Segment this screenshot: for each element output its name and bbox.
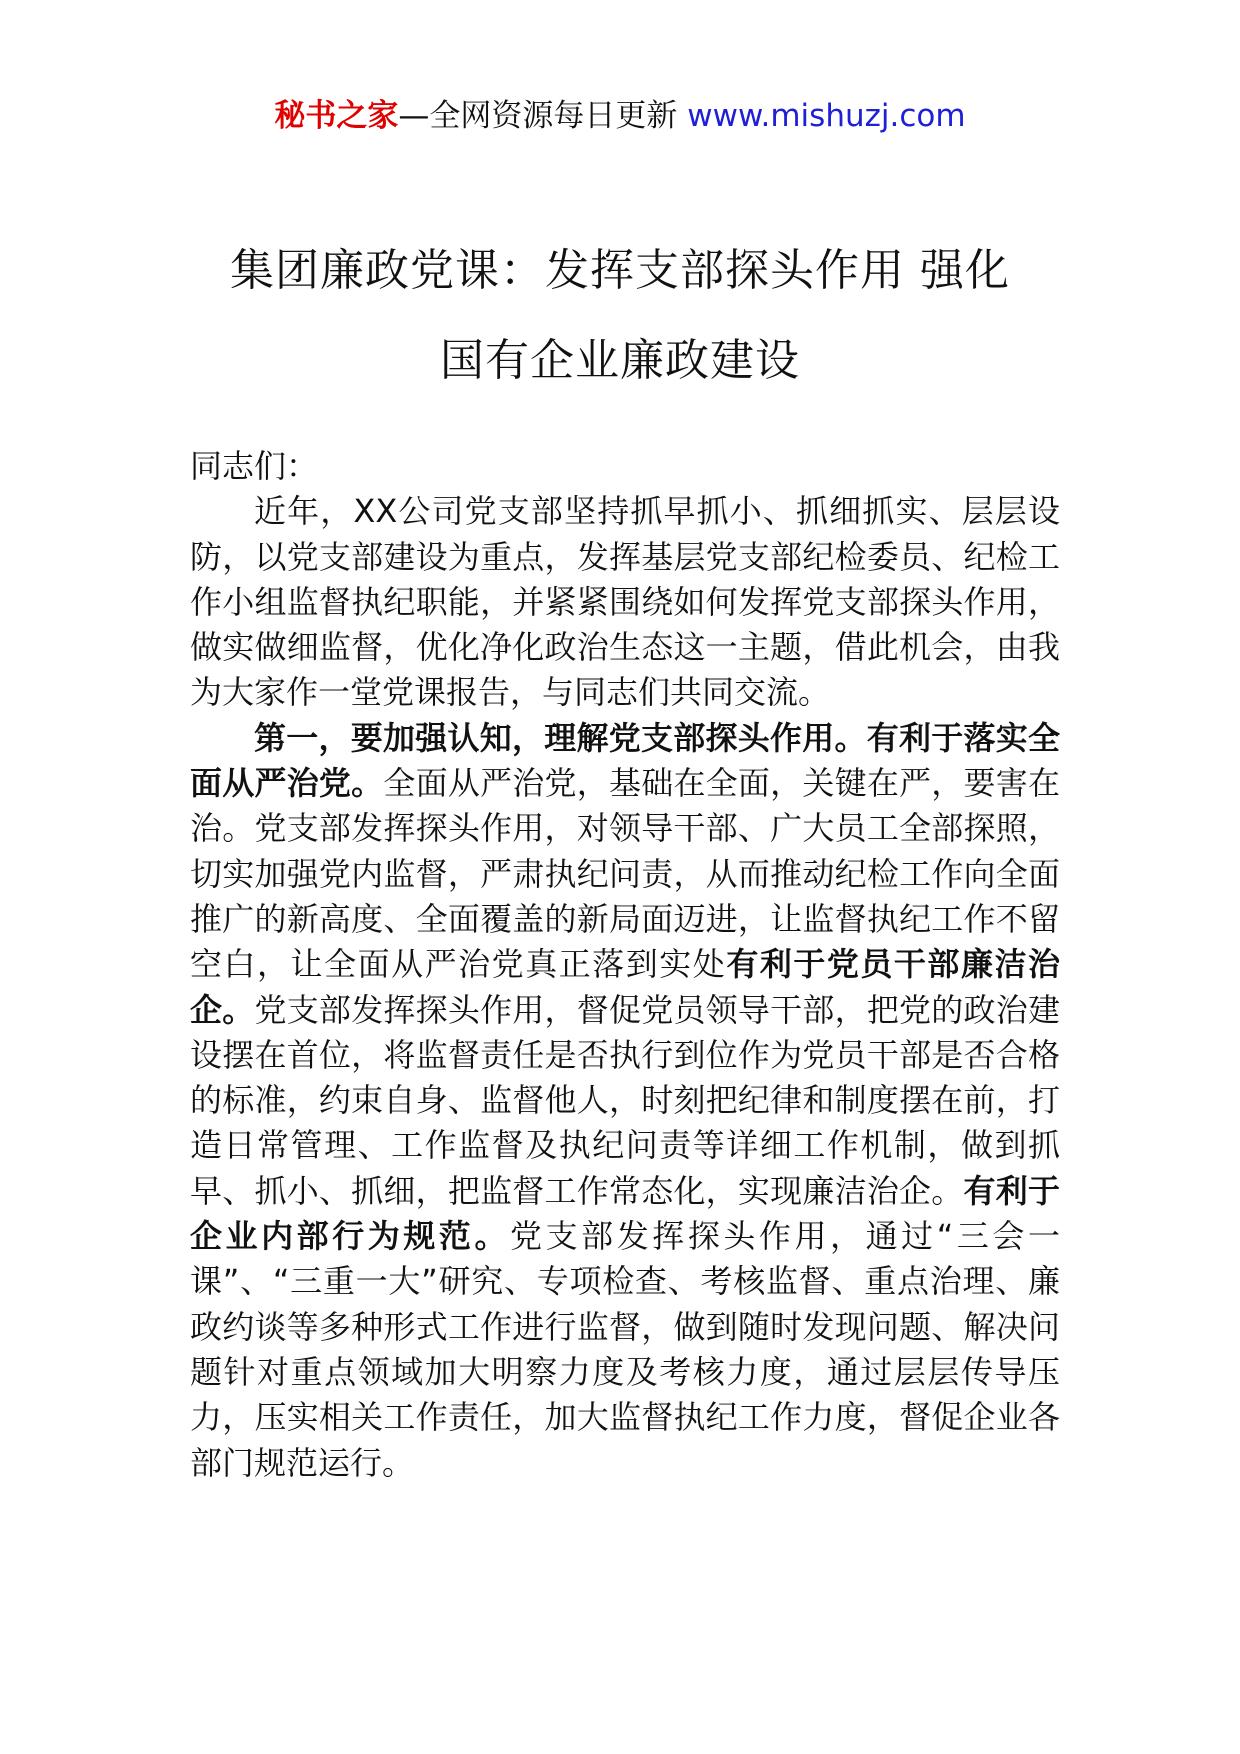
- section-1-point-2-heading: 有利于党员干部廉洁治企。: [190, 945, 1060, 1029]
- salutation: 同志们：: [190, 447, 319, 485]
- brand-name: 秘书之家: [274, 98, 399, 134]
- section-1-text: 全面从严治党，基础在全面，关键在严，要害在治。党支部发挥探头作用，对领导干部、广大员工全部探照，切实加强党内监督，严肃执纪问责，从而推动纪检工作向全面推广的新高度、全面覆盖的新局面迈进，让监督执纪工作不留空白，让全面从严治党真正落到实处: [190, 764, 1060, 984]
- document-title: [0, 226, 1240, 406]
- document-body: [190, 444, 1060, 1486]
- header-tagline: —全网资源每日更新: [398, 98, 688, 134]
- title-line-1: 集团廉政党课：发挥支部探头作用 强化: [230, 245, 1010, 296]
- section-1-point-2-text: 党支部发挥探头作用，督促党员领导干部，把党的政治建设摆在首位，将监督责任是否执行到位作为党员干部是否合格的标准，约束自身、监督他人，时刻把纪律和制度摆在前，打造日常管理、工作监督及执纪问责等详细工作机制，做到抓早、抓小、抓细，把监督工作常态化，实现廉洁治企。: [190, 990, 1060, 1210]
- section-1-point-3-text: 党支部发挥探头作用，通过“三会一课”、“三重一大”研究、专项检查、考核监督、重点治理、廉政约谈等多种形式工作进行监督，做到随时发现问题、解决问题针对重点领域加大明察力度及考核力度，通过层层传导压力，压实相关工作责任，加大监督执纪工作力度，督促企业各部门规范运行。: [190, 1217, 1060, 1482]
- site-header: [0, 96, 1240, 136]
- section-1-paragraph: [190, 716, 1060, 1486]
- section-1-heading: 第一，要加强认知，理解党支部探头作用。有利于落实全面从严治党。: [190, 718, 1060, 803]
- section-1-point-3-heading: 有利于企业内部行为规范。: [190, 1171, 1060, 1256]
- site-url[interactable]: www.mishuzj.com: [687, 98, 966, 134]
- title-line-2: 国有企业廉政建设: [440, 335, 800, 386]
- intro-paragraph: 近年，XX公司党支部坚持抓早抓小、抓细抓实、层层设防，以党支部建设为重点，发挥基层党支部纪检委员、纪检工作小组监督执纪职能，并紧紧围绕如何发挥党支部探头作用，做实做细监督，优化净化政治生态这一主题，借此机会，由我为大家作一堂党课报告，与同志们共同交流。: [190, 492, 1060, 712]
